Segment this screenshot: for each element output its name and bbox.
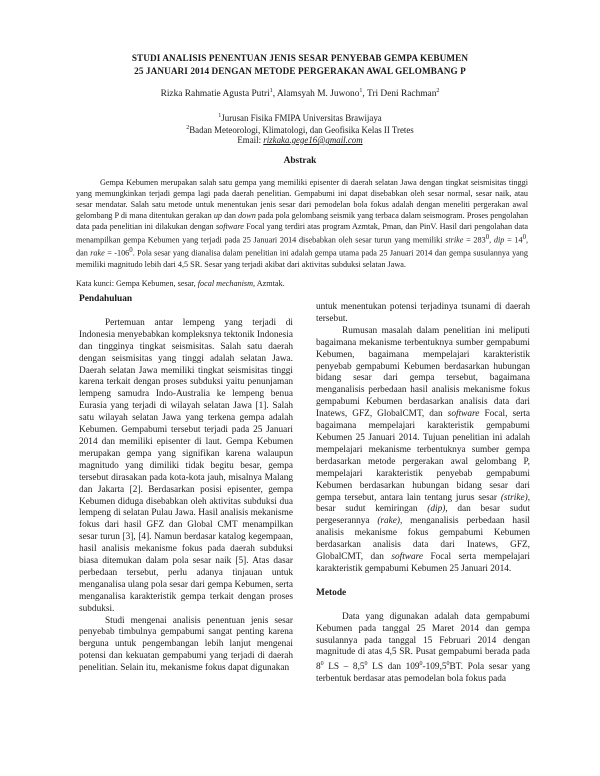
abstract-software: software — [215, 221, 244, 231]
abstract-body — [76, 178, 528, 271]
rumusan-strike: (strike) — [500, 492, 528, 503]
author-1: Rizka Rahmatie Agusta Putri — [160, 89, 270, 100]
keywords-end: Azmtak. — [256, 279, 285, 288]
abstract-strike: strike — [445, 235, 464, 245]
metode-text-1: Data yang digunakan adalah data gempabumi Kebumen pada tanggal 25 Maret 2014 dan gempa susulannya pada tanggal 15 Februari 2014 dengan magnitude di atas 4,5 SR. Pusat gempabumi berada pada 8 — [316, 611, 530, 673]
deg-sup-5: 0 — [364, 661, 368, 668]
deg-sup-2: 0 — [522, 233, 526, 241]
rumusan-text-5: , menganalisis perbedaan hasil analisis mekanisme fokus gempabumi Kebumen berdasarkan analisis data dari Inatews, GFZ, GlobalCMT, dan — [316, 516, 530, 563]
section-heading-metode: Metode — [316, 587, 347, 598]
abstract-dip-val: = 14 — [507, 235, 523, 245]
email-link[interactable]: rizkaka.gege16@gmail.com — [263, 135, 363, 145]
spacer — [316, 600, 530, 612]
deg-sup-4: 0 — [320, 661, 324, 668]
abstract-text-2: pada pola gelombang seismik yang terbaca dalam seismogram. Proses pengolahan data pada penelitian ini dilakukan dengan — [76, 210, 529, 231]
deg-sup-3: 0 — [129, 247, 133, 255]
intro-paragraph-1: Pertemuan antar lempeng yang terjadi di Indonesia menyebabkan kompleksnya tektonik Indonesia dan tingginya tingkat seismisitas. Salah satu daerah dengan seismisitas yang tinggi adalah selatan Jawa. Daerah selatan Jawa memiliki tingkat seismisitas tinggi karena terkait dengan proses subduksi yaitu penunjaman lempeng samudra Indo-Australia ke lempeng benua Eurasia yang terjadi di wilayah selatan Jawa [1]. Salah satu wilayah selatan Jawa yang terkena gempa adalah Kebumen. Gempabumi tersebut terjadi pada 25 Januari 2014 dan memiliki episenter di laut. Gempa Kebumen merupakan gempa yang signifikan karena walaupun magnitudo yang dimiliki tidak begitu besar, gempa tersebut dirasakan pada kota-kota jauh, misalnya Malang dan Jakarta [2]. Berdasarkan posisi episenter, gempa Kebumen diduga disebabkan oleh aktivitas subduksi dua lempeng di selatan Pulau Jawa. Hasil analisis mekanisme fokus dari hasil GFZ dan Global CMT menampilkan sesar turun [3], [4]. Namun berdasar katalog kegempaan, hasil analisis mekanisme fokus pada daerah subduksi biasa ditemukan dalam pola sesar naik [5]. Atas dasar perbedaan tersebut, perlu adanya tinjauan untuk menganalisa ulang pola sesar dari gempa Kebumen, serta menganalisa karakteristik gempa terkait dengan proses subduksi. — [79, 317, 293, 614]
author-2-sup: 1 — [359, 88, 363, 94]
title-line-2: 25 JANUARI 2014 DENGAN METODE PERGERAKAN AWAL GELOMBANG P — [134, 65, 466, 76]
intro-paragraph-3 — [316, 326, 530, 576]
paper-title — [40, 52, 560, 77]
rumusan-text-3: , besar sudut kemiringan — [316, 492, 531, 515]
section-heading-pendahuluan: Pendahuluan — [79, 294, 133, 304]
metode-text-4: -109,5 — [422, 662, 447, 673]
rumusan-software-2: software — [391, 552, 424, 563]
rumusan-software: software — [447, 409, 480, 420]
abstract-text-1: Gempa Kebumen merupakan salah satu gempa yang memiliki episenter di daerah selatan Jawa dengan tingkat seismisitas tinggi yang memungkinkan terjadi gempa lagi pada daerah penelitian. Gempabumi ini dapat disebabkan oleh sesar normal, sesar naik, atau sesar mendatar. Salah satu metode untuk menentukan jenis sesar dari pemodelan bola fokus adalah dengan meneliti pergerakan awal gelombang P di mana ditentukan gerakan — [76, 178, 528, 220]
right-column — [316, 302, 530, 686]
author-1-sup: 1 — [269, 88, 273, 94]
abstract-up: up — [213, 210, 222, 220]
metode-paragraph — [316, 612, 530, 687]
spacer — [79, 306, 293, 318]
keywords-focal: focal mechanism, — [197, 279, 256, 288]
rumusan-text-1: Rumusan masalah dalam penelitian ini meliputi bagaimana mekanisme terbentuknya sumber gempabumi Kebumen, bagaimana mempelajari karakteristik penyebab gempabumi Kebumen berdasarkan hubungan bidang sesar dari gempa tersebut, bagaimana menganalisis perbedaan hasil analisis mekanisme fokus gempabumi Kebumen berdasarkan analisis data dari Inatews, GFZ, GlobalCMT, dan — [316, 325, 530, 420]
rumusan-text-4: , dan besar sudut pergeserannya — [316, 504, 531, 527]
abstract-dip: dip — [493, 235, 505, 245]
deg-sup-7: 0 — [446, 661, 450, 668]
abstract-heading: Abstrak — [283, 156, 317, 166]
metode-text-3: LS dan 109 — [372, 662, 420, 673]
aff-2-sup: 2 — [186, 125, 190, 131]
metode-text-2: LS – 8,5 — [328, 662, 365, 673]
deg-sup-6: 0 — [419, 661, 423, 668]
abstract-strike-val: = 283 — [466, 235, 486, 245]
aff-1-sup: 1 — [218, 113, 222, 119]
email-line — [40, 134, 560, 146]
rumusan-rake: (rake) — [377, 516, 401, 527]
spacer — [316, 576, 530, 588]
keywords-label: Kata kunci: Gempa Kebumen, sesar, — [76, 279, 196, 288]
left-column — [79, 294, 293, 675]
abstract-down: down — [238, 210, 256, 220]
keywords-line — [76, 279, 528, 288]
rumusan-text-6: Focal serta mempelajari karakteristik gempabumi Kebumen 25 Januari 2014. — [316, 552, 530, 574]
title-line-1: STUDI ANALISIS PENENTUAN JENIS SESAR PENYEBAB GEMPA KEBUMEN — [131, 53, 469, 63]
abstract-rake: rake — [90, 248, 105, 258]
aff-1-text: Jurusan Fisika FMIPA Universitas Brawijaya — [221, 112, 382, 123]
abstract-dan-2: , dan — [76, 235, 529, 258]
abstract-rake-val: = -106 — [107, 248, 130, 258]
abstract-text-3: Focal yang terdiri atas program Azmtak, Pman, dan PinV. Hasil dari pengolahan data menampilkan gempa Kebumen yang terjadi pada 25 Januari 2014 disebabkan oleh sesar turun yang memiliki — [76, 221, 529, 245]
author-2: Alamsyah M. Juwono — [276, 89, 360, 100]
author-3: Tri Deni Rachman — [366, 89, 437, 100]
author-list: Rizka Rahmatie Agusta Putri$^1$, Alamsyah M. Juwono$^1$, Tri Deni Rachman$^2$ — [160, 88, 440, 100]
metode-text-5: BT. Pola sesar yang terbentuk berdasar atas pemodelan bola fokus pada — [316, 662, 530, 685]
author-3-sup: 2 — [436, 88, 440, 94]
email-label: Email: — [237, 135, 262, 145]
deg-sup-1: 0 — [485, 233, 490, 241]
rumusan-text-2: Focal, serta bagaimana mempelajari karakteristik gempabumi Kebumen 25 Januari 2014. Tujuan penelitian ini adalah mempelajari mekanisme terbentuknya sumber gempa berdasarkan metode pergerakan awal gelombang P, mempelajari karakteristik penyebab gempabumi Kebumen berdasarkan hubungan bidang sesar dari gempa tersebut, antara lain tentang jurus sesar — [316, 409, 531, 503]
rumusan-dip: (dip) — [427, 504, 446, 515]
intro-paragraph-cont: untuk menentukan potensi terjadinya tsunami di daerah tersebut. — [316, 302, 530, 324]
abstract-dan: dan — [224, 210, 236, 220]
abstract-text-4: . Pola sesar yang dianalisa dalam penelitian ini adalah gempa utama pada 25 Januari 2014 dan gempa susulannya yang memiliki magnitudo lebih dari 4,5 SR. Sesar yang terjadi akibat dari aktivitas subduksi selatan Jawa. — [76, 248, 528, 269]
abstract-paragraph: Gempa Kebumen merupakan salah satu gempa yang memiliki episenter di daerah selatan Jawa dengan tingkat seismisitas tinggi yang memungkinkan terjadi gempa lagi pada daerah penelitian. Gempabumi ini dapat disebabkan oleh sesar normal, sesar naik, atau sesar mendatar. Salah satu metode untuk menentukan jenis sesar dari pemodelan bola fokus adalah dengan meneliti pergerakan awal gelombang P di mana ditentukan gerakan up dan down pada pola gelombang seismik yang terbaca dalam seismogram. Proses pengolahan data pada penelitian ini dilakukan dengan software Focal yang terdiri atas program Azmtak, Pman, dan PinV. Hasil dari pengolahan data menampilkan gempa Kebumen yang terjadi pada 25 Januari 2014 disebabkan oleh sesar turun yang memiliki strike = $283^0$, dip = $14^0$, dan rake = $-106^0$. Pola sesar yang dianalisa dalam penelitian ini adalah gempa utama pada 25 Januari 2014 dan gempa susulannya yang memiliki magnitudo lebih dari 4,5 SR. Sesar yang terjadi akibat dari aktivitas subduksi selatan Jawa. — [76, 178, 529, 269]
aff-2-text: Badan Meteorologi, Klimatologi, dan Geofisika Kelas II Tretes — [189, 124, 414, 135]
intro-paragraph-2: Studi mengenai analisis penentuan jenis sesar penyebab timbulnya gempabumi sangat penting karena berguna untuk pengembangan lebih lanjut mengenai potensi dan kekuatan gempabumi yang terjadi di daerah penelitian. Selain itu, mekanisme fokus dapat digunakan — [79, 615, 293, 674]
